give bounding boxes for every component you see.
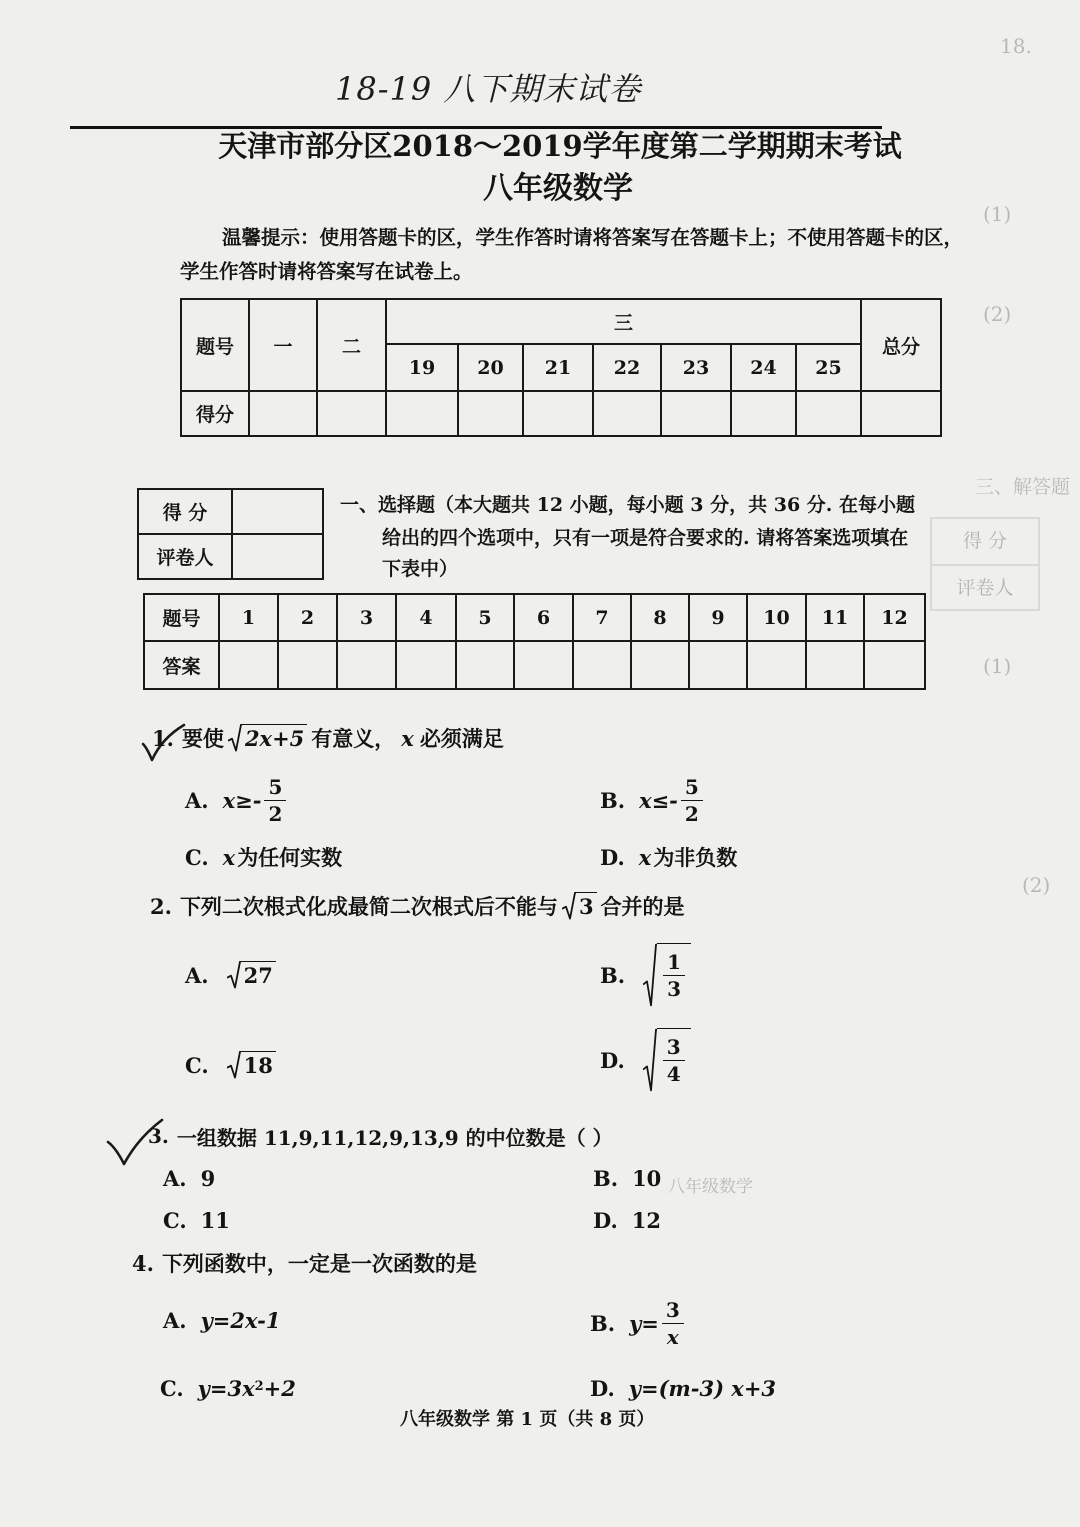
radical-sign-icon: [562, 892, 576, 920]
variable: x: [401, 725, 414, 751]
score-cell: [593, 391, 661, 436]
answer-table-number: 5: [456, 594, 514, 641]
exam-subject: 八年级数学: [483, 171, 633, 206]
option-label: C.: [163, 1207, 187, 1233]
answer-table-number: 11: [806, 594, 864, 641]
answer-table-number: 9: [689, 594, 747, 641]
question-number: 1.: [152, 725, 174, 751]
score-table-score-label: 得分: [181, 391, 249, 436]
question-2-option-b: [600, 942, 695, 1008]
option-expression-tail: +2: [263, 1375, 296, 1401]
question-3-option-c: [163, 1204, 230, 1236]
score-table-item: 21: [523, 344, 593, 391]
score-table-total-label: 总分: [861, 299, 941, 391]
option-label: C.: [160, 1375, 184, 1401]
question-text: 下列二次根式化成最简二次根式后不能与: [179, 894, 558, 919]
option-expression: x≥-: [222, 787, 262, 813]
option-expression: y=(m-3) x+3: [628, 1375, 777, 1401]
option-label: B.: [590, 1310, 616, 1336]
answer-table-number: 3: [337, 594, 396, 641]
question-text: 必须满足: [419, 726, 504, 751]
score-table-item: 20: [458, 344, 523, 391]
answer-table-number: 4: [396, 594, 456, 641]
radical-sign-icon: [643, 943, 657, 1007]
option-label: D.: [600, 1047, 625, 1073]
notice-line-2: 学生作答时请将答案写在试卷上。: [180, 260, 473, 283]
option-label: D.: [590, 1375, 615, 1401]
bleed-through-grader-box: [930, 517, 1040, 611]
notice-line-1: 温馨提示：使用答题卡的区，学生作答时请将答案写在答题卡上；不使用答题卡的区，: [222, 226, 964, 249]
square-root: [562, 892, 597, 920]
option-label: A.: [163, 1165, 187, 1191]
score-cell: [386, 391, 458, 436]
question-text: 下列函数中，一定是一次函数的是: [161, 1251, 477, 1276]
answer-cell: [219, 641, 278, 689]
option-expression: y=: [629, 1310, 659, 1336]
score-table-item: 19: [386, 344, 458, 391]
question-4-option-b: [590, 1294, 687, 1352]
exponent: 2: [254, 1378, 264, 1394]
radicand: 2x+5: [242, 724, 307, 752]
answer-table-number: 12: [864, 594, 925, 641]
question-4-stem: [132, 1247, 477, 1279]
option-label: B.: [600, 787, 626, 813]
denominator: 3: [667, 977, 681, 1001]
option-value: 9: [200, 1165, 216, 1191]
question-4-option-c: [160, 1372, 296, 1404]
grader-box-score-label: 得 分: [138, 489, 232, 534]
answer-cell: [396, 641, 456, 689]
question-4-option-a: [163, 1304, 281, 1336]
option-label: B.: [593, 1165, 619, 1191]
score-table-item: 24: [731, 344, 796, 391]
bleed-through-score-label: 得 分: [932, 519, 1038, 566]
score-table-item: 23: [661, 344, 731, 391]
bleed-through-part1-b: (1): [983, 654, 1012, 678]
radicand: [657, 1028, 691, 1092]
square-root: [643, 943, 691, 1007]
radical-sign-icon: [227, 961, 241, 989]
fraction: [663, 1035, 685, 1086]
score-table: [180, 298, 942, 437]
answer-cell: [278, 641, 337, 689]
numerator: 3: [662, 1298, 684, 1324]
bleed-through-part2-b: (2): [1022, 873, 1051, 897]
page-footer: 八年级数学 第 1 页（共 8 页）: [400, 1409, 655, 1430]
square-root: [228, 724, 307, 752]
answer-table-number: 10: [747, 594, 806, 641]
answer-table-number-label: 题号: [144, 594, 219, 641]
answer-cell: [337, 641, 396, 689]
answer-cell: [514, 641, 573, 689]
option-value: 12: [631, 1207, 662, 1233]
score-cell: [731, 391, 796, 436]
answer-cell: [747, 641, 806, 689]
numerator: 3: [663, 1035, 685, 1061]
answer-table-answer-label: 答案: [144, 641, 219, 689]
option-text: 为任何实数: [237, 845, 343, 870]
score-table-header-label: 题号: [181, 299, 249, 391]
denominator: 2: [684, 801, 699, 826]
question-3-stem: [148, 1120, 613, 1152]
score-table-item: 25: [796, 344, 861, 391]
option-label: A.: [163, 1307, 187, 1333]
question-2-stem: [150, 890, 685, 922]
question-4-option-d: [590, 1372, 776, 1404]
answer-table-number: 1: [219, 594, 278, 641]
handwritten-note: 18-19 八下期末试卷: [335, 70, 642, 108]
score-cell: [249, 391, 317, 436]
question-2-option-d: [600, 1027, 695, 1093]
score-table-item: 22: [593, 344, 661, 391]
section1-heading-line2: 给出的四个选项中，只有一项是符合要求的. 请将答案选项填在: [382, 527, 909, 549]
question-text: 有意义，: [311, 726, 396, 751]
exam-title: 天津市部分区2018～2019学年度第二学期期末考试: [218, 129, 902, 163]
option-expression: y=3x: [197, 1375, 255, 1401]
score-cell: [861, 391, 941, 436]
radical-sign-icon: [228, 724, 242, 752]
option-text: 为非负数: [653, 845, 738, 870]
radical-sign-icon: [227, 1051, 241, 1079]
score-cell: [458, 391, 523, 436]
bleed-through-grader-label: 评卷人: [956, 577, 1014, 599]
option-label: C.: [185, 844, 209, 870]
score-table-part1: 一: [249, 299, 317, 391]
question-1-option-a: [185, 770, 289, 830]
denominator: x: [666, 1324, 679, 1349]
answer-cell: [573, 641, 631, 689]
option-label: C.: [185, 1052, 209, 1078]
fraction: [663, 950, 685, 1001]
section1-heading-line3: 下表中）: [382, 558, 459, 580]
question-1-option-d: [600, 841, 737, 873]
bleed-through-part1: (1): [983, 202, 1012, 226]
question-2-option-c: [185, 1045, 280, 1085]
score-cell: [796, 391, 861, 436]
square-root: [227, 1051, 276, 1079]
question-text: 合并的是: [600, 894, 685, 919]
numerator: 1: [663, 950, 685, 976]
score-table-part2: 二: [317, 299, 386, 391]
question-text: 一组数据 11,9,11,12,9,13,9 的中位数是（ ）: [176, 1125, 613, 1150]
option-label: A.: [185, 962, 209, 988]
radicand: 18: [241, 1051, 276, 1079]
radicand: 3: [576, 892, 597, 920]
denominator: 2: [268, 801, 283, 826]
question-number: 2.: [150, 893, 172, 919]
bleed-through-footer: 八年级数学: [668, 1177, 753, 1197]
option-label: D.: [600, 844, 625, 870]
answer-table-number: 8: [631, 594, 689, 641]
fraction: [681, 775, 703, 826]
question-number: 4.: [132, 1250, 154, 1276]
fraction: [662, 1298, 684, 1349]
answer-cell: [456, 641, 514, 689]
option-value: 11: [200, 1207, 230, 1233]
option-label: A.: [185, 787, 209, 813]
question-1-stem: [152, 722, 504, 754]
variable: x: [222, 844, 236, 870]
radical-sign-icon: [643, 1028, 657, 1092]
grader-box-grader-label: 评卷人: [138, 534, 232, 579]
option-label: B.: [600, 962, 626, 988]
answer-cell: [806, 641, 864, 689]
bleed-through-question-number: 18.: [1000, 34, 1032, 58]
answer-cell: [631, 641, 689, 689]
question-3-option-b: [593, 1162, 661, 1194]
answer-table: [143, 593, 926, 690]
question-text: 要使: [181, 726, 224, 751]
grader-box: [137, 488, 324, 580]
variable: x: [638, 844, 652, 870]
question-3-option-d: [593, 1204, 661, 1236]
square-root: [227, 961, 276, 989]
question-2-option-a: [185, 955, 280, 995]
score-cell: [661, 391, 731, 436]
section1-heading-line1: 一、选择题（本大题共 12 小题，每小题 3 分，共 36 分. 在每小题: [340, 494, 916, 516]
score-cell: [523, 391, 593, 436]
grader-box-score-cell: [232, 489, 323, 534]
bleed-through-section-heading: 三、解答题: [975, 476, 1071, 498]
numerator: 5: [264, 775, 286, 801]
square-root: [643, 1028, 691, 1092]
question-1-option-b: [600, 770, 706, 830]
answer-cell: [689, 641, 747, 689]
answer-cell: [864, 641, 925, 689]
grader-box-grader-cell: [232, 534, 323, 579]
bleed-through-part2: (2): [983, 302, 1012, 326]
denominator: 4: [666, 1062, 681, 1086]
score-cell: [317, 391, 386, 436]
option-expression: y=2x-1: [200, 1307, 281, 1333]
answer-table-number: 7: [573, 594, 631, 641]
fraction: [264, 775, 286, 826]
question-3-option-a: [163, 1162, 215, 1194]
option-label: D.: [593, 1207, 618, 1233]
numerator: 5: [681, 775, 703, 801]
answer-table-number: 6: [514, 594, 573, 641]
radicand: 27: [241, 961, 276, 989]
question-number: 3.: [148, 1124, 169, 1148]
answer-table-number: 2: [278, 594, 337, 641]
option-value: 10: [632, 1165, 662, 1191]
radicand: [657, 943, 691, 1007]
question-1-option-c: [185, 841, 342, 873]
score-table-part3: 三: [386, 299, 861, 344]
option-expression: x≤-: [639, 787, 678, 813]
